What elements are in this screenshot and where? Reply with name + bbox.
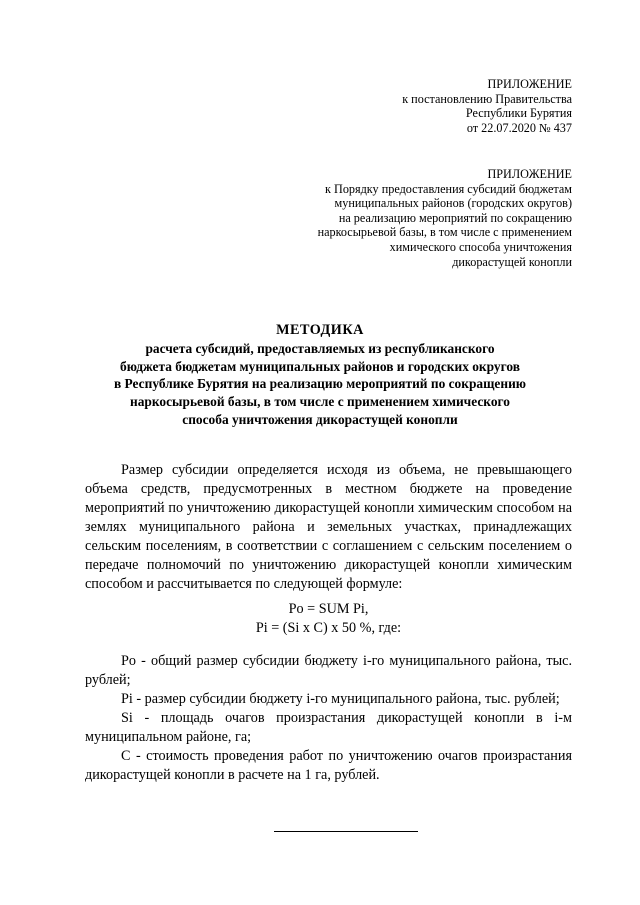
title-line: в Республике Бурятия на реализацию мероприятий по сокращению — [113, 376, 527, 392]
annex-block-procedure — [318, 167, 572, 269]
annex-line: на реализацию мероприятий по сокращению — [338, 210, 572, 225]
definition-item: C - стоимость проведения работ по уничтожению очагов произрастания дикорастущей конопли в расчете на 1 га, рублей. — [85, 748, 572, 783]
definition-item: Pi - размер субсидии бюджету i-го муниципального района, тыс. рублей; — [121, 691, 560, 707]
annex-line: дикорастущей конопли — [452, 254, 572, 269]
document-title: МЕТОДИКА — [276, 322, 364, 338]
definition-item: Po - общий размер субсидии бюджету i-го муниципального района, тыс. рублей; — [85, 653, 572, 688]
annex-heading: ПРИЛОЖЕНИЕ — [487, 77, 572, 91]
closing-divider — [274, 831, 418, 832]
document-title-block — [70, 322, 570, 429]
annex-line: муниципальных районов (городских округов) — [334, 196, 572, 211]
definitions-block — [85, 652, 572, 785]
title-line: бюджета бюджетам муниципальных районов и городских округов — [120, 358, 520, 374]
annex-heading: ПРИЛОЖЕНИЕ — [487, 167, 572, 181]
formula-line: Pi = (Si x C) x 50 %, где: — [255, 620, 402, 636]
definition-item: Si - площадь очагов произрастания дикорастущей конопли в i-м муниципальном районе, га; — [85, 710, 572, 745]
intro-paragraph-block — [85, 461, 572, 594]
title-line: наркосырьевой базы, в том числе с применением химического — [130, 394, 510, 410]
title-line: расчета субсидий, предоставляемых из республиканского — [145, 340, 495, 356]
title-line: способа уничтожения дикорастущей конопли — [182, 411, 458, 427]
annex-line: от 22.07.2020 № 437 — [466, 120, 572, 135]
formula-line: Po = SUM Pi, — [288, 601, 369, 617]
annex-line: наркосырьевой базы, в том числе с применением — [317, 225, 572, 240]
intro-paragraph: Размер субсидии определяется исходя из объема, не превышающего объема средств, предусмотренных в местном бюджете на проведение мероприятий по уничтожению дикорастущей конопли химическим способом на землях муниципального района и земельных участках, принадлежащих сельским поселениям, в соответствии с соглашением с сельским поселением о передаче полномочий по уничтожению дикорастущей конопли химическим способом и рассчитывается по следующей формуле: — [85, 462, 572, 592]
annex-line: Республики Бурятия — [465, 106, 572, 121]
annex-line: к Порядку предоставления субсидий бюджетам — [325, 181, 572, 196]
formula-block — [85, 600, 572, 638]
annex-line: химического способа уничтожения — [389, 239, 572, 254]
annex-line: к постановлению Правительства — [402, 91, 572, 106]
annex-block-resolution — [402, 77, 572, 135]
